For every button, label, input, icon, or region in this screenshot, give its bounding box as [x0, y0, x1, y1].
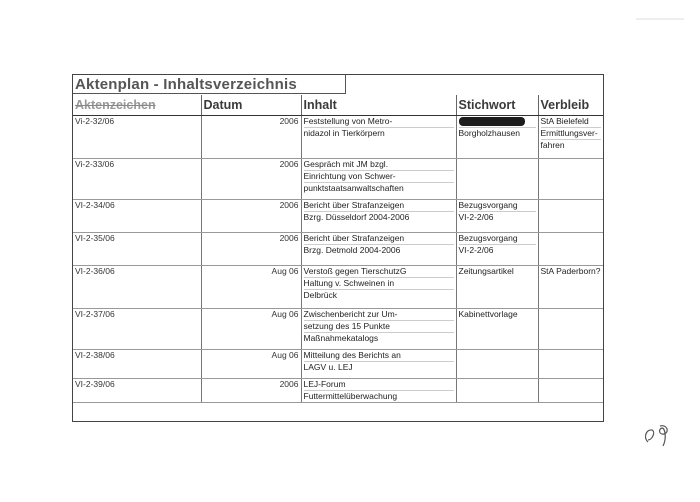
- cell-line: Ermittlungsver-: [541, 128, 602, 140]
- cell-line: Bericht über Strafanzeigen: [304, 233, 454, 245]
- cell-verbleib: [538, 233, 603, 266]
- table-row: [73, 350, 603, 379]
- cell-aktenzeichen: Vi-2-33/06: [73, 159, 201, 200]
- cell-stichwort: [456, 350, 538, 379]
- cell-line: LEJ-Forum: [304, 379, 454, 391]
- column-header-verbleib: Verbleib: [538, 95, 603, 116]
- cell-line: fahren: [540, 140, 565, 150]
- cell-line: Mitteilung des Berichts an: [304, 350, 454, 362]
- column-header-inhalt: Inhalt: [301, 95, 456, 116]
- column-header-datum: Datum: [201, 95, 301, 116]
- cell-datum: Aug 06: [201, 350, 301, 379]
- cell-verbleib: [538, 309, 603, 350]
- column-header-aktenzeichen: Aktenzeichen: [73, 95, 201, 116]
- cell-aktenzeichen: VI-2-35/06: [73, 233, 201, 266]
- cell-datum: 2006: [201, 159, 301, 200]
- scan-speck: [636, 18, 684, 20]
- cell-line: Gespräch mit JM bzgl.: [304, 159, 454, 171]
- cell-line: Einrichtung von Schwer-: [304, 171, 454, 183]
- cell-inhalt: [301, 116, 456, 159]
- cell-line: Bezugsvorgang: [459, 233, 536, 245]
- cell-verbleib: [538, 379, 603, 403]
- cell-line: Haltung v. Schweinen in: [304, 278, 454, 290]
- table-row: [73, 379, 603, 403]
- cell-line: Bericht über Strafanzeigen: [304, 200, 454, 212]
- cell-line: Bzrg. Düsseldorf 2004-2006: [303, 212, 410, 222]
- cell-line: Futtermittelüberwachung: [303, 391, 398, 401]
- cell-stichwort: [456, 266, 538, 309]
- column-header-stichwort: Stichwort: [456, 95, 538, 116]
- cell-stichwort: [456, 309, 538, 350]
- cell-inhalt: [301, 159, 456, 200]
- cell-inhalt: [301, 200, 456, 233]
- cell-datum: 2006: [201, 116, 301, 159]
- table-row: [73, 309, 603, 350]
- cell-line: Zeitungsartikel: [458, 266, 514, 276]
- cell-datum: 2006: [201, 233, 301, 266]
- cell-datum: 2006: [201, 200, 301, 233]
- cell-aktenzeichen: VI-2-36/06: [73, 266, 201, 309]
- table-row: [73, 233, 603, 266]
- cell-aktenzeichen: Vi-2-32/06: [73, 116, 201, 159]
- cell-line: StA Paderborn?: [540, 266, 601, 276]
- index-table: [73, 95, 603, 403]
- document-title: Aktenplan - Inhaltsverzeichnis: [73, 75, 346, 94]
- table-header-row: [73, 95, 603, 116]
- table-row: [73, 200, 603, 233]
- cell-line: Feststellung von Metro-: [304, 116, 454, 128]
- cell-line: LAGV u. LEJ: [303, 362, 353, 372]
- cell-line: StA Bielefeld: [541, 116, 602, 128]
- cell-line: punktstaatsanwaltschaften: [303, 183, 404, 193]
- cell-line: Delbrück: [303, 290, 338, 300]
- cell-line: Borgholzhausen: [458, 128, 520, 138]
- cell-stichwort: [456, 159, 538, 200]
- cell-inhalt: [301, 233, 456, 266]
- cell-aktenzeichen: VI-2-37/06: [73, 309, 201, 350]
- cell-datum: 2006: [201, 379, 301, 403]
- cell-line: VI-2-2/06: [458, 245, 494, 255]
- cell-inhalt: [301, 350, 456, 379]
- cell-inhalt: [301, 266, 456, 309]
- cell-stichwort: [456, 116, 538, 159]
- table-row: [73, 116, 603, 159]
- cell-aktenzeichen: VI-2-39/06: [73, 379, 201, 403]
- cell-line: VI-2-2/06: [458, 212, 494, 222]
- cell-verbleib: [538, 350, 603, 379]
- cell-line: Maßnahmekatalogs: [303, 333, 379, 343]
- document-table-sheet: [72, 74, 604, 422]
- cell-aktenzeichen: VI-2-38/06: [73, 350, 201, 379]
- redaction-block: [459, 116, 536, 128]
- cell-stichwort: [456, 200, 538, 233]
- cell-line: Verstoß gegen TierschutzG: [304, 266, 454, 278]
- table-row: [73, 159, 603, 200]
- cell-line: Bezugsvorgang: [459, 200, 536, 212]
- cell-line: nidazol in Tierkörpern: [303, 128, 385, 138]
- cell-inhalt: [301, 309, 456, 350]
- cell-line: Brzg. Detmold 2004-2006: [303, 245, 401, 255]
- cell-datum: Aug 06: [201, 309, 301, 350]
- cell-stichwort: [456, 379, 538, 403]
- cell-line: Zwischenbericht zur Um-: [304, 309, 454, 321]
- cell-stichwort: [456, 233, 538, 266]
- cell-line: setzung des 15 Punkte: [304, 321, 454, 333]
- cell-verbleib: [538, 200, 603, 233]
- cell-verbleib: [538, 266, 603, 309]
- cell-aktenzeichen: VI-2-34/06: [73, 200, 201, 233]
- cell-verbleib: [538, 159, 603, 200]
- table-row: [73, 266, 603, 309]
- cell-inhalt: [301, 379, 456, 403]
- handwritten-page-number: [640, 420, 674, 450]
- cell-line: Kabinettvorlage: [458, 309, 518, 319]
- cell-verbleib: [538, 116, 603, 159]
- cell-datum: Aug 06: [201, 266, 301, 309]
